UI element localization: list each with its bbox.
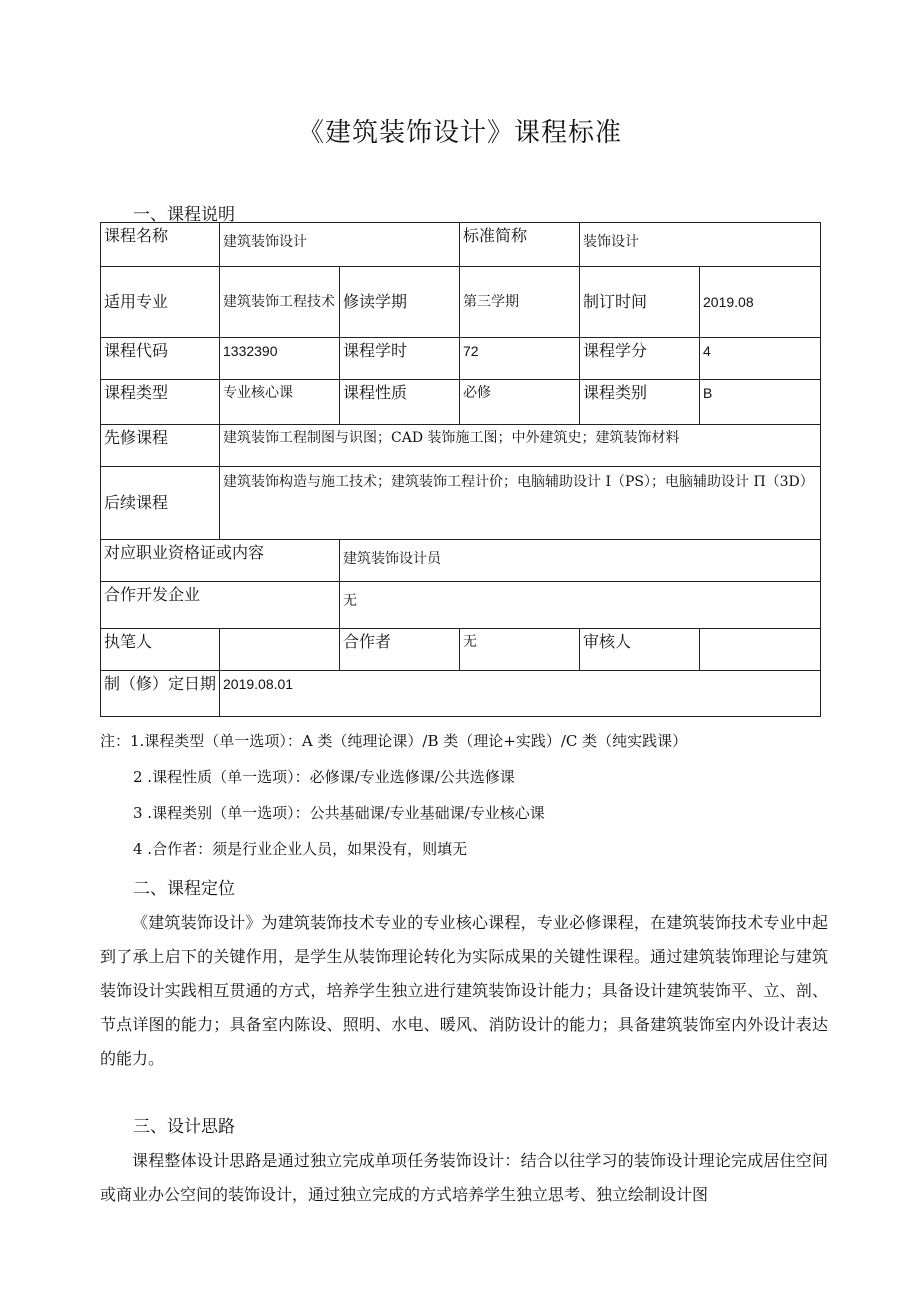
value-category: B: [700, 380, 821, 425]
label-major: 适用专业: [101, 267, 220, 338]
value-course-name: 建筑装饰设计: [220, 223, 460, 267]
label-coop: 合作开发企业: [101, 582, 340, 629]
value-partner: 无: [460, 629, 580, 671]
value-writer: [220, 629, 340, 671]
section-heading-2: 二、课程定位: [133, 879, 235, 899]
value-prereq: 建筑装饰工程制图与识图；CAD 装饰施工图；中外建筑史；建筑装饰材料: [220, 425, 821, 467]
value-made-date: 2019.08.01: [220, 671, 821, 717]
value-date: 2019.08: [700, 267, 821, 338]
label-code: 课程代码: [101, 338, 220, 380]
label-cert: 对应职业资格证或内容: [101, 540, 340, 582]
value-follow: 建筑装饰构造与施工技术；建筑装饰工程计价；电脑辅助设计 I（PS）；电脑辅助设计 П（3D）: [220, 467, 821, 540]
note-2: 2 .课程性质（单一选项）：必修课/专业选修课/公共选修课: [133, 768, 515, 786]
paragraph-design-idea: 课程整体设计思路是通过独立完成单项任务装饰设计：结合以往学习的装饰设计理论完成居住空间或商业办公空间的装饰设计，通过独立完成的方式培养学生独立思考、独立绘制设计图: [100, 1151, 828, 1204]
label-hours: 课程学时: [340, 338, 460, 380]
label-made-date: 制（修）定日期: [101, 671, 220, 717]
label-std-abbr: 标准简称: [460, 223, 580, 267]
section-heading-1: 一、课程说明: [133, 205, 235, 225]
label-partner: 合作者: [340, 629, 460, 671]
label-credit: 课程学分: [580, 338, 700, 380]
value-cert: 建筑装饰设计员: [340, 540, 821, 582]
label-course-name: 课程名称: [101, 223, 220, 267]
value-term: 第三学期: [460, 267, 580, 338]
label-term: 修读学期: [340, 267, 460, 338]
label-writer: 执笔人: [101, 629, 220, 671]
label-type: 课程类型: [101, 380, 220, 425]
page-title: 《建筑装饰设计》课程标准: [297, 118, 622, 148]
label-follow: 后续课程: [101, 467, 220, 540]
note-1: 注：1.课程类型（单一选项）：A 类（纯理论课）/B 类（理论+实践）/C 类（纯实践课）: [100, 732, 688, 750]
section-heading-3: 三、设计思路: [133, 1117, 235, 1137]
value-coop: 无: [340, 582, 821, 629]
value-nature: 必修: [460, 380, 580, 425]
value-hours: 72: [460, 338, 580, 380]
course-info-table: [100, 222, 821, 717]
value-std-abbr: 装饰设计: [580, 223, 821, 267]
value-code: 1332390: [220, 338, 340, 380]
label-reviewer: 审核人: [580, 629, 700, 671]
note-4: 4 .合作者：须是行业企业人员，如果没有，则填无: [133, 840, 468, 858]
value-credit: 4: [700, 338, 821, 380]
note-3: 3 .课程类别（单一选项）：公共基础课/专业基础课/专业核心课: [133, 804, 545, 822]
paragraph-course-position: 《建筑装饰设计》为建筑装饰技术专业的专业核心课程，专业必修课程，在建筑装饰技术专业中起到了承上启下的关键作用，是学生从装饰理论转化为实际成果的关键性课程。通过建筑装饰理论与建筑装饰设计实践相互贯通的方式，培养学生独立进行建筑装饰设计能力；具备设计建筑装饰平、立、剖、节点详图的能力；具备室内陈设、照明、水电、暖风、消防设计的能力；具备建筑装饰室内外设计表达的能力。: [100, 913, 828, 1068]
value-type: 专业核心课: [220, 380, 340, 425]
label-date: 制订时间: [580, 267, 700, 338]
label-prereq: 先修课程: [101, 425, 220, 467]
value-major: 建筑装饰工程技术: [220, 267, 340, 338]
label-category: 课程类别: [580, 380, 700, 425]
label-nature: 课程性质: [340, 380, 460, 425]
value-reviewer: [700, 629, 821, 671]
